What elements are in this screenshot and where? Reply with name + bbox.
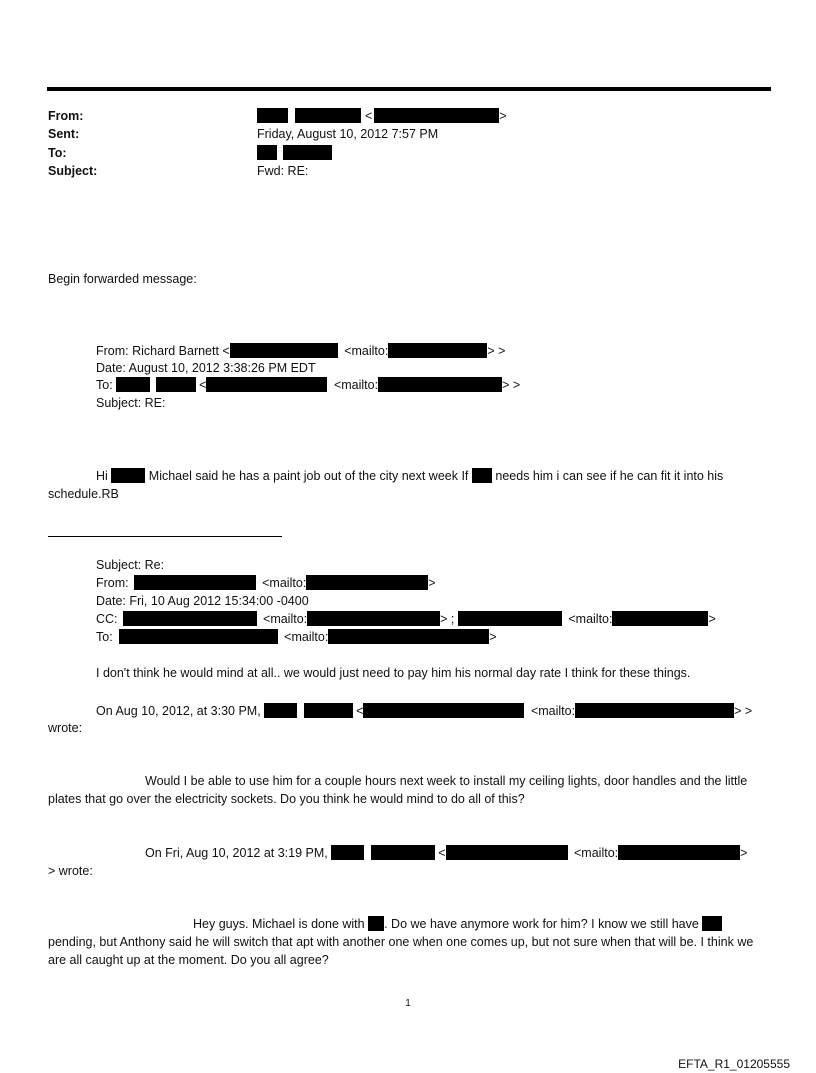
redaction bbox=[331, 845, 364, 860]
redaction bbox=[328, 629, 489, 644]
sent-label: Sent: bbox=[48, 127, 80, 141]
redaction bbox=[257, 108, 288, 123]
redaction bbox=[458, 611, 562, 626]
quote1-line: On Aug 10, 2012, at 3:30 PM, < <mailto: > > bbox=[96, 704, 753, 718]
page-number: 1 bbox=[405, 998, 411, 1009]
fwd1-to-line: To: < <mailto: > > bbox=[96, 378, 521, 392]
redaction bbox=[156, 377, 196, 392]
redaction bbox=[612, 611, 708, 626]
redaction bbox=[304, 703, 353, 718]
fwd2-date-line: Date: Fri, 10 Aug 2012 15:34:00 -0400 bbox=[96, 594, 309, 608]
message-paragraph: Hi Michael said he has a paint job out of the city next week If needs him i can see if he can fit it into his schedule.RB bbox=[48, 469, 724, 501]
from-label: From: bbox=[48, 109, 84, 123]
redaction bbox=[702, 916, 722, 931]
from-value: < > bbox=[257, 108, 507, 124]
document-id: EFTA_R1_01205555 bbox=[678, 1057, 790, 1071]
redaction bbox=[123, 611, 257, 626]
separator-line bbox=[48, 536, 282, 537]
redaction bbox=[388, 343, 487, 358]
redaction bbox=[134, 575, 256, 590]
to-value bbox=[257, 145, 332, 161]
redaction bbox=[374, 108, 499, 123]
redaction bbox=[264, 703, 297, 718]
redaction bbox=[378, 377, 502, 392]
subject-label: Subject: bbox=[48, 164, 98, 178]
redaction bbox=[116, 377, 150, 392]
redaction bbox=[257, 145, 277, 160]
redaction bbox=[368, 916, 384, 931]
message-paragraph: Hey guys. Michael is done with . Do we have anymore work for him? I know we still have pending, but Anthony said he will switch that apt with another one when one comes up, but not sure when that will be. I think we are all caught up at the moment. Do you all agree? bbox=[48, 917, 754, 967]
fwd2-cc-line: CC: <mailto: > ; <mailto: > bbox=[96, 612, 716, 626]
redaction bbox=[295, 108, 361, 123]
redaction bbox=[111, 468, 145, 483]
message-paragraph: Would I be able to use him for a couple hours next week to install my ceiling lights, door handles and the little plates that go over the electricity sockets. Do you think he would mind to do all of this? bbox=[48, 774, 748, 806]
redaction bbox=[446, 845, 568, 860]
fwd2-to-line: To: <mailto: > bbox=[96, 630, 497, 644]
redaction bbox=[307, 611, 440, 626]
redaction bbox=[306, 575, 428, 590]
fwd2-subject-line: Subject: Re: bbox=[96, 558, 165, 572]
redaction bbox=[363, 703, 524, 718]
redaction bbox=[283, 145, 332, 160]
fwd2-from-line: From: <mailto: > bbox=[96, 576, 436, 590]
quote2-line: On Fri, Aug 10, 2012 at 3:19 PM, < <mailto: > bbox=[145, 846, 748, 860]
quote2-wrote: > wrote: bbox=[48, 864, 93, 878]
fwd1-date-line: Date: August 10, 2012 3:38:26 PM EDT bbox=[96, 361, 316, 375]
redaction bbox=[119, 629, 278, 644]
intro-text: Begin forwarded message: bbox=[48, 272, 197, 286]
fwd1-from-line: From: Richard Barnett < <mailto: > > bbox=[96, 344, 506, 358]
redaction bbox=[206, 377, 327, 392]
sent-value: Friday, August 10, 2012 7:57 PM bbox=[257, 127, 439, 141]
subject-value: Fwd: RE: bbox=[257, 164, 309, 178]
header-rule bbox=[47, 87, 771, 91]
fwd1-subject-line: Subject: RE: bbox=[96, 396, 166, 410]
redaction bbox=[230, 343, 338, 358]
redaction bbox=[472, 468, 492, 483]
redaction bbox=[371, 845, 435, 860]
redaction bbox=[575, 703, 734, 718]
message-paragraph: I don't think he would mind at all.. we would just need to pay him his normal day rate I think for these things. bbox=[96, 666, 691, 680]
redaction bbox=[618, 845, 740, 860]
to-label: To: bbox=[48, 146, 67, 160]
quote1-wrote: wrote: bbox=[48, 721, 83, 735]
